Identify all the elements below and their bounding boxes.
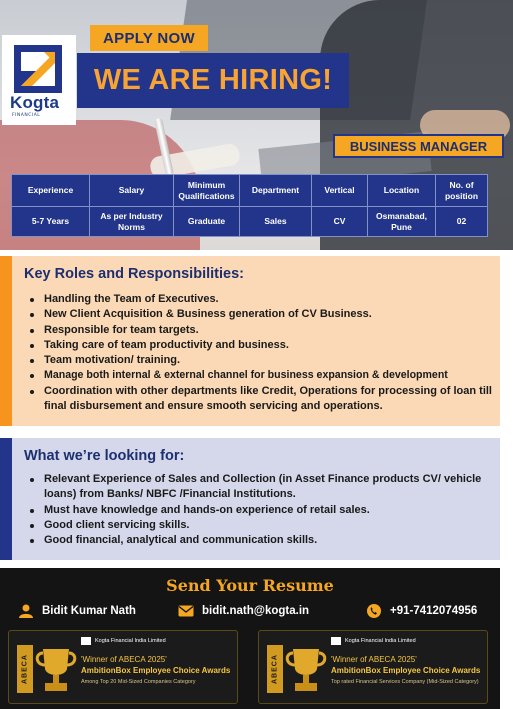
list-item: Relevant Experience of Sales and Collection (in Asset Finance products CV/ vehicle loans) from Banks/ NBFC /Financial Institutions. [28, 472, 490, 503]
award-category: Among Top 20 Mid-Sized Companies Category [81, 679, 196, 685]
table-cell: CV [312, 207, 368, 237]
table-header-cell: Minimum Qualifications [174, 175, 240, 207]
contact-phone[interactable] [366, 604, 477, 618]
award-card [258, 630, 488, 704]
position-title: BUSINESS MANAGER [333, 134, 504, 158]
list-item: Must have knowledge and hands-on experience of retail sales. [28, 503, 490, 518]
abeca-badge: ABECA [267, 645, 283, 693]
award-card [8, 630, 238, 704]
list-item: Coordination with other departments like Credit, Operations for processing of loan till final disbursement and ensure smooth servicing and operations. [28, 384, 498, 415]
award-company: Kogta Financial India Limited [345, 638, 416, 644]
contact-name [18, 604, 136, 618]
award-header [331, 637, 416, 645]
list-item: Good financial, analytical and communication skills. [28, 533, 490, 548]
hiring-headline: WE ARE HIRING! [77, 53, 349, 108]
mail-icon [178, 604, 194, 618]
requirements-title: What we’re looking for: [24, 448, 185, 464]
list-item: Responsible for team targets. [28, 323, 498, 338]
requirements-section [0, 438, 500, 560]
table-header-cell: Experience [12, 175, 90, 207]
contact-email[interactable] [178, 604, 309, 618]
person-icon [18, 604, 34, 618]
list-item: Manage both internal & external channel for business expansion & development [28, 368, 498, 383]
contact-email-text[interactable]: bidit.nath@kogta.in [202, 605, 310, 617]
list-item: New Client Acquisition & Business generation of CV Business. [28, 307, 498, 322]
trophy-icon [35, 643, 77, 695]
table-header-cell: Salary [90, 175, 174, 207]
roles-section [0, 256, 500, 426]
list-item: Good client servicing skills. [28, 518, 490, 533]
list-item: Team motivation/ training. [28, 353, 498, 368]
award-winner: 'Winner of ABECA 2025' [331, 655, 417, 664]
table-header-cell: No. of position [436, 175, 488, 207]
roles-title: Key Roles and Responsibilities: [24, 266, 244, 282]
job-details-table [11, 174, 488, 237]
table-cell: Graduate [174, 207, 240, 237]
contact-name-text: Bidit Kumar Nath [42, 605, 136, 617]
footer [0, 568, 500, 709]
logo-subtitle: FINANCIAL [12, 113, 41, 118]
company-logo [2, 35, 76, 125]
award-category: Top rated Financial Services Company (Mid-Sized Category) [331, 679, 479, 685]
award-name: AmbitionBox Employee Choice Awards [81, 666, 231, 675]
kogta-mini-logo-icon [331, 637, 341, 645]
trophy-icon [285, 643, 327, 695]
award-company: Kogta Financial India Limited [95, 638, 166, 644]
table-cell: Osmanabad, Pune [368, 207, 436, 237]
table-header-row [12, 175, 488, 207]
list-item: Taking care of team productivity and business. [28, 338, 498, 353]
phone-icon [366, 604, 382, 618]
award-header [81, 637, 166, 645]
kogta-mini-logo-icon [81, 637, 91, 645]
accent-bar [0, 256, 12, 426]
list-item: Handling the Team of Executives. [28, 292, 498, 307]
roles-list [28, 292, 498, 414]
apply-now-banner: APPLY NOW [90, 25, 208, 51]
kogta-logo-icon [14, 45, 62, 93]
award-winner: 'Winner of ABECA 2025' [81, 655, 167, 664]
table-cell: Sales [240, 207, 312, 237]
table-cell: As per Industry Norms [90, 207, 174, 237]
table-header-cell: Location [368, 175, 436, 207]
table-cell: 5-7 Years [12, 207, 90, 237]
requirements-list [28, 472, 490, 548]
footer-title: Send Your Resume [166, 576, 334, 595]
abeca-badge: ABECA [17, 645, 33, 693]
table-cell: 02 [436, 207, 488, 237]
table-row [12, 207, 488, 237]
accent-bar [0, 438, 12, 560]
table-header-cell: Vertical [312, 175, 368, 207]
award-name: AmbitionBox Employee Choice Awards [331, 666, 481, 675]
logo-name: Kogta [10, 93, 60, 112]
table-header-cell: Department [240, 175, 312, 207]
contact-phone-text[interactable]: +91-7412074956 [390, 605, 478, 617]
